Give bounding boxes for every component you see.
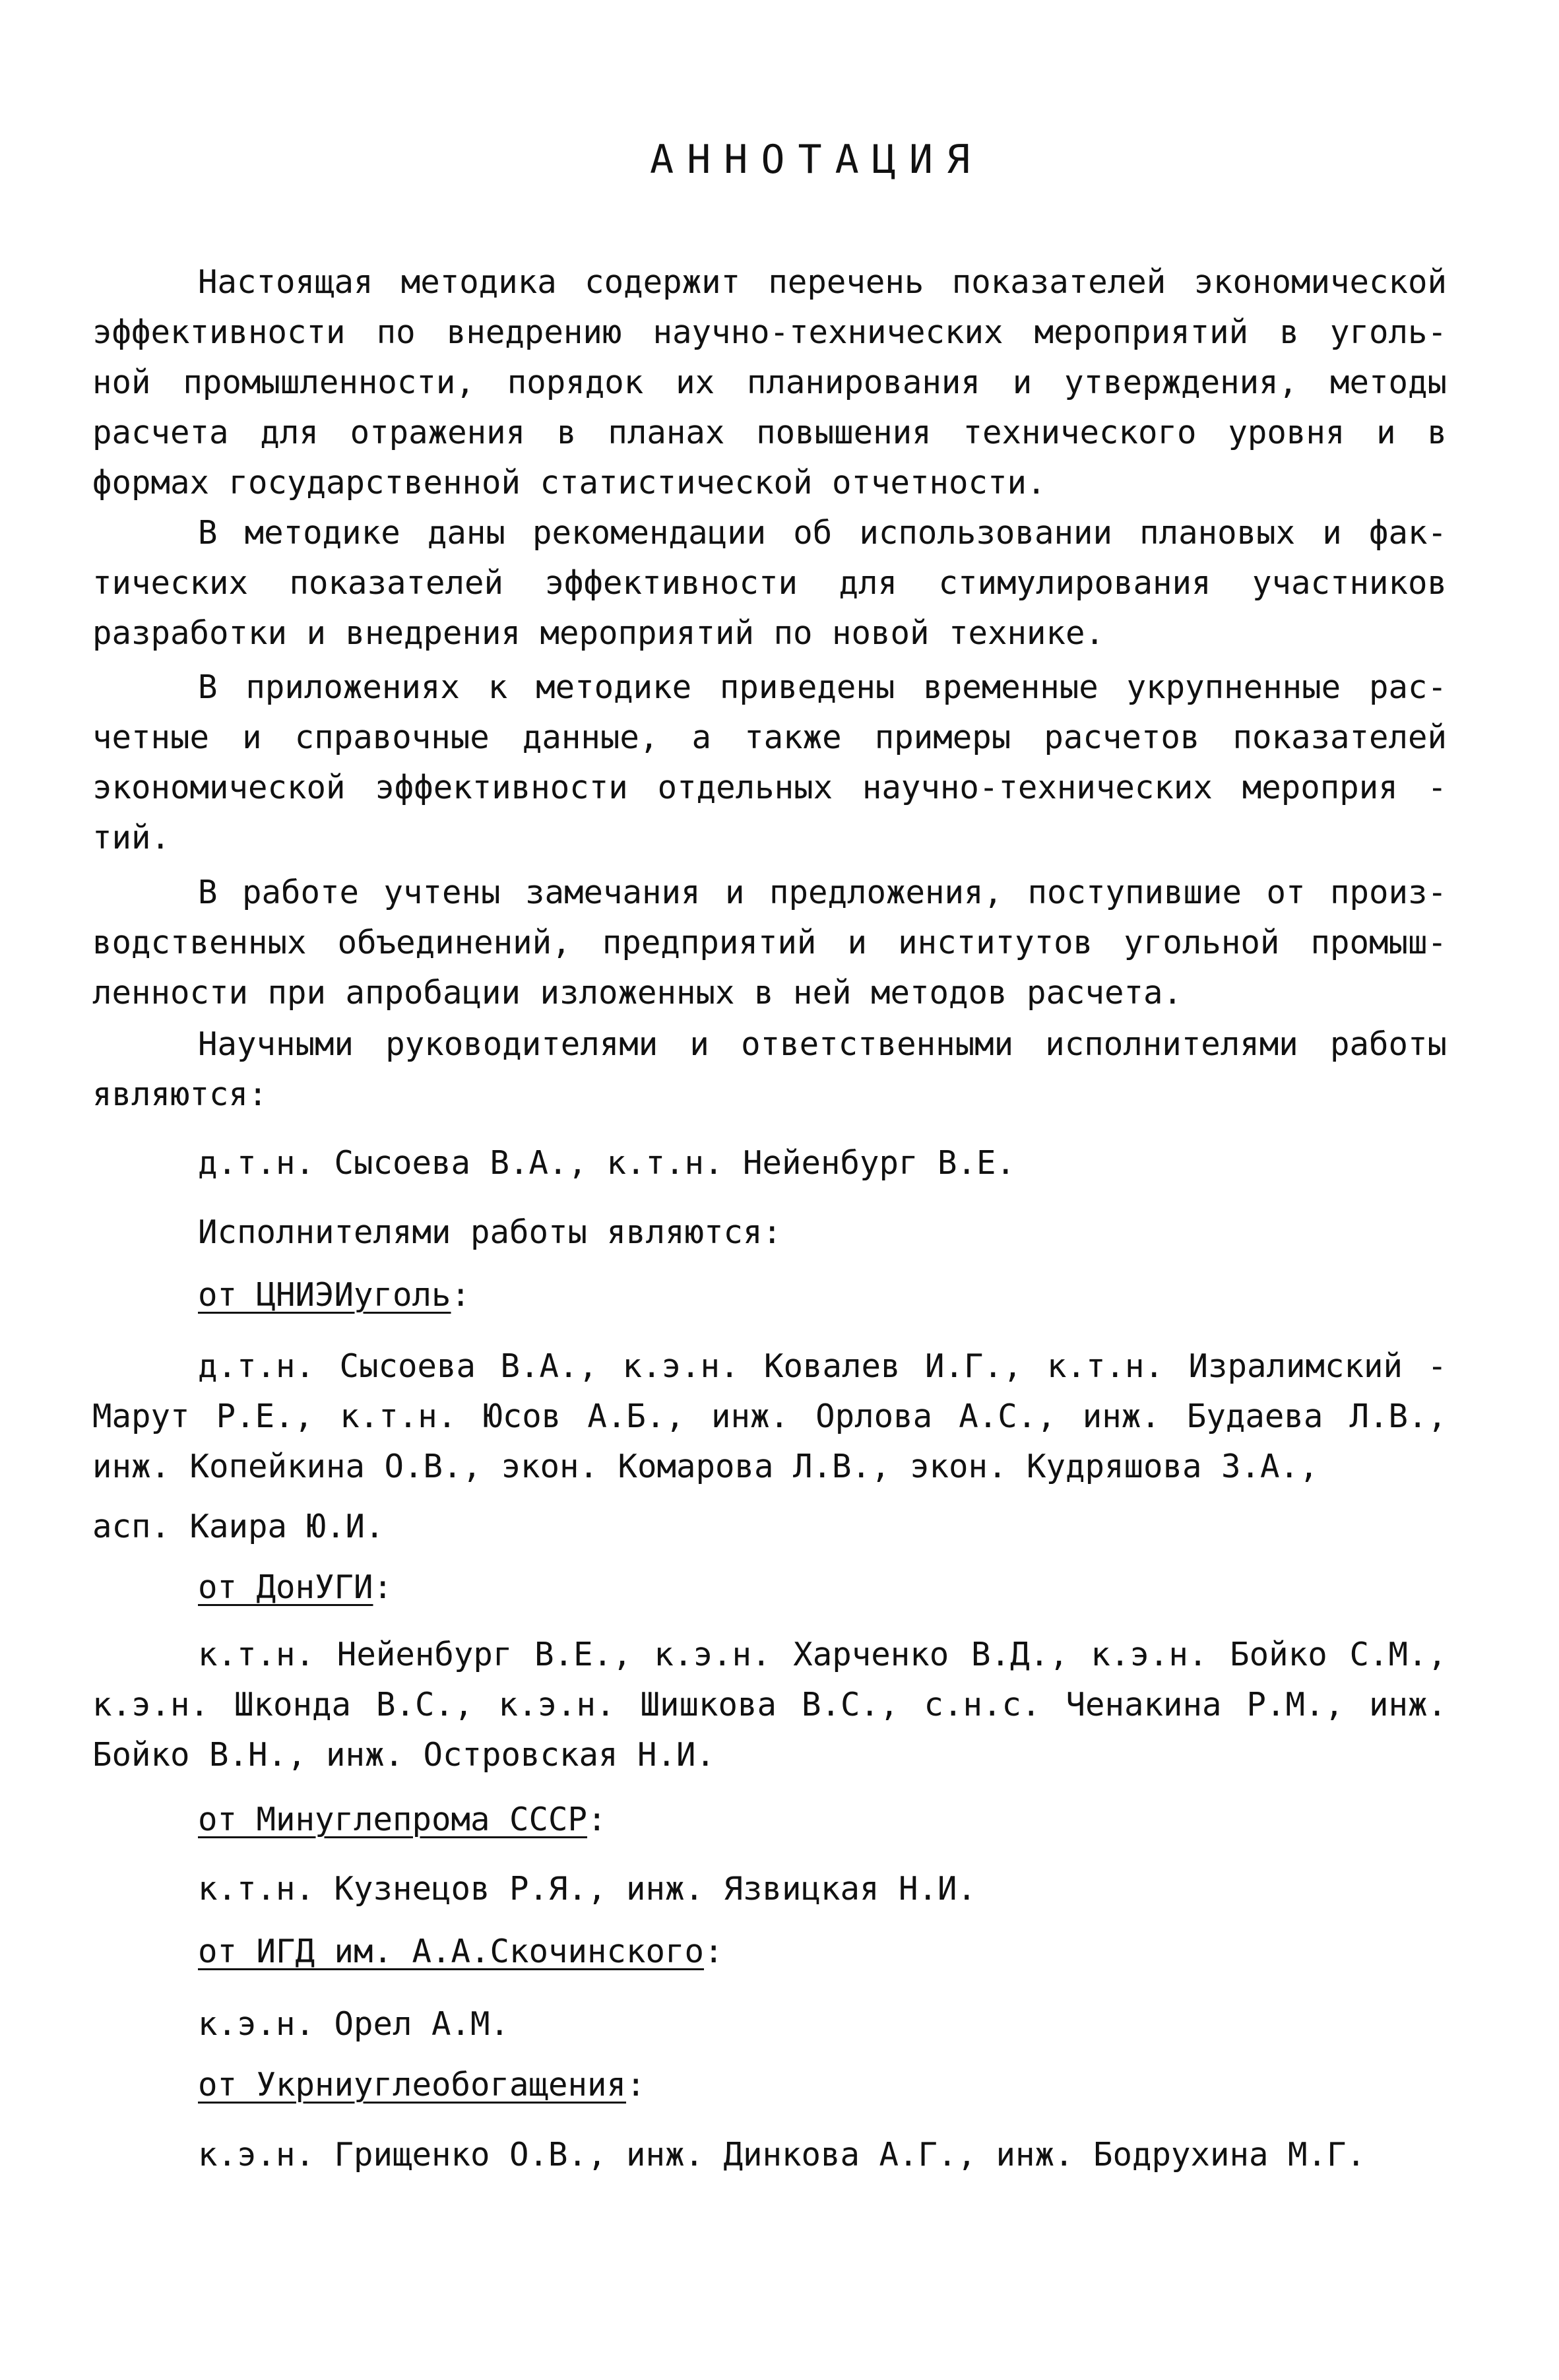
group-2-line-1: к.т.н. Нейенбург В.Е., к.э.н. Харченко В.Д., к.э.н. Бойко С.М., bbox=[198, 1636, 1447, 1673]
paragraph-3-line-4: тий. bbox=[92, 819, 171, 856]
paragraph-4-line-1: В работе учтены замечания и предложения, поступившие от произ- bbox=[198, 874, 1447, 911]
paragraph-3-line-2: четные и справочные данные, а также примеры расчетов показателей bbox=[92, 719, 1447, 756]
paragraph-1-line-3: ной промышленности, порядок их планирования и утверждения, методы bbox=[92, 364, 1447, 401]
org-heading-cnieiugol: от ЦНИЭИуголь: bbox=[198, 1276, 471, 1314]
paragraph-1-line-2: эффективности по внедрению научно-технических мероприятий в уголь- bbox=[92, 313, 1447, 351]
org-name: от ДонУГИ bbox=[198, 1568, 373, 1606]
paragraph-5-line-2: являются: bbox=[92, 1076, 268, 1113]
paragraph-5-line-1: Научными руководителями и ответственными исполнителями работы bbox=[198, 1025, 1447, 1063]
org-name: от Минуглепрома СССР bbox=[198, 1801, 588, 1838]
org-heading-minugleprom: от Минуглепрома СССР: bbox=[198, 1801, 607, 1838]
group-5-line-1: к.э.н. Грищенко О.В., инж. Динкова А.Г., инж. Бодрухина М.Г. bbox=[198, 2136, 1366, 2173]
group-1-line-4: асп. Каира Ю.И. bbox=[92, 1508, 385, 1545]
group-1-line-2: Марут Р.Е., к.т.н. Юсов А.Б., инж. Орлова А.С., инж. Будаева Л.В., bbox=[92, 1398, 1447, 1435]
paragraph-4-line-2: водственных объединений, предприятий и институтов угольной промыш- bbox=[92, 924, 1447, 961]
group-1-line-1: д.т.н. Сысоева В.А., к.э.н. Ковалев И.Г., к.т.н. Изралимский - bbox=[198, 1347, 1447, 1385]
group-2-line-2: к.э.н. Шконда В.С., к.э.н. Шишкова В.С., с.н.с. Ченакина Р.М., инж. bbox=[92, 1686, 1447, 1723]
paragraph-1-line-1: Настоящая методика содержит перечень показателей экономической bbox=[198, 263, 1447, 301]
org-name: от ЦНИЭИуголь bbox=[198, 1276, 451, 1314]
paragraph-2-line-1: В методике даны рекомендации об использовании плановых и фак- bbox=[198, 514, 1447, 552]
org-heading-donugi: от ДонУГИ: bbox=[198, 1568, 393, 1606]
org-name: от ИГД им. А.А.Скочинского bbox=[198, 1933, 705, 1970]
org-name: от Укрниуглеобогащения bbox=[198, 2066, 627, 2104]
group-2-line-3: Бойко В.Н., инж. Островская Н.И. bbox=[92, 1736, 716, 1774]
paragraph-1-line-4: расчета для отражения в планах повышения технического уровня и в bbox=[92, 414, 1447, 451]
executors-intro: Исполнителями работы являются: bbox=[198, 1213, 782, 1251]
paragraph-3-line-1: В приложениях к методике приведены временные укрупненные рас- bbox=[198, 668, 1447, 706]
paragraph-2-line-3: разработки и внедрения мероприятий по новой технике. bbox=[92, 614, 1105, 652]
group-1-line-3: инж. Копейкина О.В., экон. Комарова Л.В., экон. Кудряшова З.А., bbox=[92, 1448, 1319, 1485]
group-3-line-1: к.т.н. Кузнецов Р.Я., инж. Язвицкая Н.И. bbox=[198, 1870, 977, 1908]
paragraph-2-line-2: тических показателей эффективности для стимулирования участников bbox=[92, 564, 1447, 602]
page-title: АННОТАЦИЯ bbox=[650, 137, 984, 183]
paragraph-3-line-3: экономической эффективности отдельных научно-технических мероприя - bbox=[92, 769, 1447, 806]
paragraph-1-line-5: формах государственной статистической отчетности. bbox=[92, 464, 1046, 501]
leaders-line: д.т.н. Сысоева В.А., к.т.н. Нейенбург В.Е. bbox=[198, 1144, 1016, 1182]
org-heading-igd: от ИГД им. А.А.Скочинского: bbox=[198, 1933, 724, 1970]
group-4-line-1: к.э.н. Орел А.М. bbox=[198, 2005, 510, 2043]
paragraph-4-line-3: ленности при апробации изложенных в ней методов расчета. bbox=[92, 974, 1183, 1012]
org-heading-ukrniugleobogashchenie: от Укрниуглеобогащения: bbox=[198, 2066, 646, 2104]
